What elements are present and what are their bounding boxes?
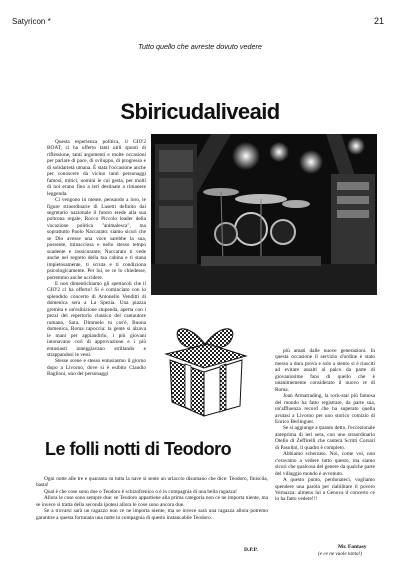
gift-box-illustration [158,314,252,422]
article-column-left [47,139,146,378]
paragraph: Stesse scene e stesso entusiasmo il giorno dopo a Livorno, dove si è esibito Claudio Baglioni, uno dei personaggi [47,358,146,378]
paragraph: Se a trovarsi sarà un ragazzo non ce ne importa niente, ma se invece sarà una ragazza allora potremo garantire a questa fortunata una notte in compagnia di questo instancabile Teodoro. [36,508,268,521]
paragraph: Ci vengono in mente, pensando a loro, le figure straordinarie di Lusetti definito dal segretario nazionale il futuro erede alla sua poltrona regale, Rocco Piccolo leader della vocazione politica "animalesca", ma soprattutto Paolo Naccarato: siamo sicuri che se Dio avesse una voce sarebbe la sua, possente, minacciosa e nello stesso tempo suadente e rassicurante; Naccarato ti vede anche nel segreto della tua cabina e ti stana impietosamente, ti scruta e ti condiziona psicologicamente. Per lui, se ce lo chiedesse, potremmo anche uccidere. [47,197,146,281]
paragraph: Qual è che cose sono due o Teodoro è schizofrenico o è in compagnia di una bella ragazza! [44,488,237,495]
concert-photo [151,134,377,295]
headline-bottom: Le folli notti di Teodoro [45,439,232,459]
section-tagline: Tutto quello che avreste dovuto vedere [138,42,262,51]
paragraph: Ogni notte alle tre e quaranta su tutta la nave si sente un urlaccio disumano che dice: Teodoro, finiscila, basta! [36,476,268,489]
paragraph: Joan Armatrading, la rock-star più famosa del mondo ha fatto registrare, da parte sua, un'affluenza record che ha superato quella avutasi a Livorno per uno storico comizio di Enrico Berlinguer. [275,393,375,425]
concert-stage-image [151,134,377,295]
magazine-header [12,17,51,26]
paragraph: A questo punto, perdonateci, vogliamo spendere una parola per riabilitare il povero Vernazza: almeno lui a Genova il concerto ce lo ha fatto vedere!!! [275,477,375,503]
paragraph: E non dimentichiamo gli spettacoli che il GIO'2 ci ha offerto! Si è cominciato con lo splendido concerto di Antonello Venditti di domenica sera a La Spezia. Una piazza gremita e un'esibizione stupenda, aperta con i pezzi del repertorio classico del cantautore romano, Sara, Dimmelo tu cos'è, Buona domenica, Roma capoccia: la gente si alzava le mani per applaudirlo, i più giovani intonavano cori di approvazione e i più entusiasti inneggiavano strillando e strappandosi le vesti. [47,280,146,358]
article-bottom-text [36,476,268,521]
paragraph: Abbiamo scherzato. Noi, come voi, non c'eravamo a vedere tutto questo, ma siamo sicuri che qualcosa del genere da qualche parte del villaggio mondo è avvenuto. [275,451,375,477]
headline-top: Sbiricudaliveaid [120,99,280,124]
paragraph: Se si aggiunge a quanto detto, l'eccezionale anteprima di ieri sera, con uno straordinario Otello di Zeffirelli che canterà Scritti Corsari di Pasolini, il quadro è completo. [275,425,375,451]
paragraph: Questa esperienza politica, il GIO'2 BOAT, ci ha offerto tanti utili spunti di riflessione, tanti argomenti e molte occasioni per parlare di pace, di sviluppo, di progresso e di solidarietà umana. È stata l'occasione anche per conoscere da vicino tanti personaggi famosi, mitici, uomini le cui gesta, per molti di noi erano fino a ieri destinate a rimanere leggenda. [47,139,146,197]
signature-right: Mr. Fantasy [338,544,367,550]
paragraph: Allora le cose sono sempre due: se Teodoro appartiene alla prima categoria non ce ne importa niente, ma se invece si tratta della seconda ipotesi allora le cose sono ancora due. [36,495,268,508]
article-column-right [275,348,375,503]
signature-right-note: (e ce ne vuole tanta!) [318,551,363,557]
header-mark: * [47,17,51,26]
magazine-name: Satyricon [12,17,46,26]
page-number: 21 [373,16,384,26]
gift-icon [158,314,252,422]
paragraph: più amati dalle nuove generazioni. In questa occasione il servizio d'ordine è stato messo a dura prova e solo a stento si è riusciti ad evitare assalti al palco da parte di giovanissime fans di quello che è unanimemente considerato il nuovo re di Roma. [275,348,375,393]
signature-left: D.P.P. [244,547,258,553]
